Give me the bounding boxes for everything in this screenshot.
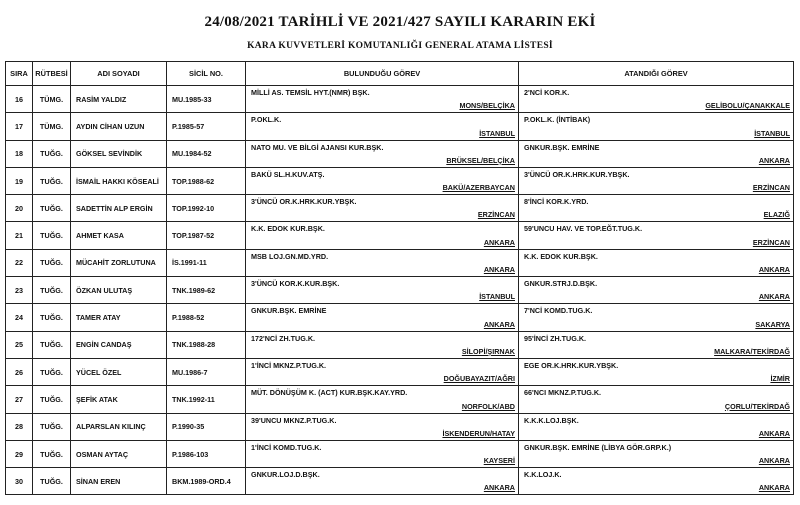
- row-name: ALPARSLAN KILINÇ: [71, 413, 167, 440]
- assigned-duty-title: K.K. EDOK KUR.BŞK.: [524, 251, 598, 261]
- current-duty-location: NORFOLK/ABD: [461, 401, 515, 411]
- row-name: MÜCAHİT ZORLUTUNA: [71, 249, 167, 276]
- row-number: 25: [6, 331, 33, 358]
- table-row: [6, 358, 794, 385]
- table-row: [6, 113, 794, 140]
- row-assigned-duty: [519, 195, 794, 222]
- row-name: AYDIN CİHAN UZUN: [71, 113, 167, 140]
- table-row: [6, 86, 794, 113]
- header-sira: SIRA: [6, 62, 33, 86]
- current-duty-title: 1'İNCİ KOMD.TUG.K.: [251, 442, 322, 452]
- row-rank: TUĞG.: [33, 468, 71, 495]
- row-number: 21: [6, 222, 33, 249]
- row-assigned-duty: [519, 413, 794, 440]
- current-duty-title: 39'UNCU MKNZ.P.TUG.K.: [251, 415, 337, 425]
- row-number: 20: [6, 195, 33, 222]
- row-current-duty: [246, 468, 519, 495]
- row-name: GÖKSEL SEVİNDİK: [71, 140, 167, 167]
- current-duty-location: İSTANBUL: [479, 292, 515, 302]
- current-duty-location: ANKARA: [483, 237, 515, 247]
- table-row: [6, 468, 794, 495]
- row-assigned-duty: [519, 331, 794, 358]
- row-current-duty: [246, 167, 519, 194]
- assigned-duty-title: 95'İNCİ ZH.TUG.K.: [524, 333, 587, 343]
- row-registry-no: TOP.1988-62: [167, 167, 246, 194]
- row-registry-no: MU.1985-33: [167, 86, 246, 113]
- row-number: 27: [6, 386, 33, 413]
- current-duty-title: MÜT. DÖNÜŞÜM K. (ACT) KUR.BŞK.KAY.YRD.: [251, 388, 408, 398]
- row-registry-no: TNK.1989-62: [167, 277, 246, 304]
- header-rutbesi: RÜTBESİ: [33, 62, 71, 86]
- row-number: 19: [6, 167, 33, 194]
- row-assigned-duty: [519, 167, 794, 194]
- row-rank: TUĞG.: [33, 277, 71, 304]
- row-rank: TUĞG.: [33, 440, 71, 467]
- current-duty-location: BAKÜ/AZERBAYCAN: [442, 183, 515, 193]
- assigned-duty-title: 8'İNCİ KOR.K.YRD.: [524, 197, 589, 207]
- row-current-duty: [246, 113, 519, 140]
- assigned-duty-location: ANKARA: [758, 265, 790, 275]
- row-rank: TUĞG.: [33, 167, 71, 194]
- current-duty-title: MİLLİ AS. TEMSİL HYT.(NMR) BŞK.: [251, 88, 370, 97]
- row-current-duty: [246, 140, 519, 167]
- row-assigned-duty: [519, 86, 794, 113]
- row-current-duty: [246, 249, 519, 276]
- row-registry-no: P.1986-103: [167, 440, 246, 467]
- row-current-duty: [246, 358, 519, 385]
- row-assigned-duty: [519, 222, 794, 249]
- assigned-duty-title: GNKUR.STRJ.D.BŞK.: [524, 279, 598, 289]
- row-name: SADETTİN ALP ERGİN: [71, 195, 167, 222]
- row-name: YÜCEL ÖZEL: [71, 358, 167, 385]
- current-duty-location: İSTANBUL: [479, 128, 515, 138]
- assigned-duty-title: K.K.LOJ.K.: [524, 470, 562, 480]
- row-registry-no: TNK.1988-28: [167, 331, 246, 358]
- current-duty-title: K.K. EDOK KUR.BŞK.: [251, 224, 325, 234]
- table-row: [6, 304, 794, 331]
- assigned-duty-location: İSTANBUL: [754, 128, 790, 138]
- current-duty-title: NATO MU. VE BİLGİ AJANSI KUR.BŞK.: [251, 142, 384, 152]
- row-current-duty: [246, 304, 519, 331]
- row-name: ÖZKAN ULUTAŞ: [71, 277, 167, 304]
- table-row: [6, 167, 794, 194]
- row-current-duty: [246, 386, 519, 413]
- current-duty-location: ANKARA: [483, 319, 515, 329]
- row-current-duty: [246, 331, 519, 358]
- assigned-duty-location: ANKARA: [758, 483, 790, 493]
- row-number: 29: [6, 440, 33, 467]
- row-name: SİNAN EREN: [71, 468, 167, 495]
- assigned-duty-location: ERZİNCAN: [752, 183, 790, 193]
- row-number: 23: [6, 277, 33, 304]
- current-duty-location: ERZİNCAN: [477, 210, 515, 220]
- assigned-duty-location: ERZİNCAN: [752, 237, 790, 247]
- assigned-duty-location: ANKARA: [758, 456, 790, 466]
- row-registry-no: TOP.1987-52: [167, 222, 246, 249]
- table-row: [6, 386, 794, 413]
- row-current-duty: [246, 222, 519, 249]
- header-adi-soyadi: ADI SOYADI: [71, 62, 167, 86]
- row-registry-no: İS.1991-11: [167, 249, 246, 276]
- current-duty-location: DOĞUBAYAZIT/AĞRI: [443, 374, 515, 384]
- assignment-table: [5, 61, 794, 495]
- assigned-duty-location: ANKARA: [758, 155, 790, 165]
- current-duty-title: 3'ÜNCÜ OR.K.HRK.KUR.YBŞK.: [251, 197, 357, 207]
- table-header-row: [6, 62, 794, 86]
- row-registry-no: BKM.1989-ORD.4: [167, 468, 246, 495]
- current-duty-title: BAKÜ SL.H.KUV.ATŞ.: [251, 169, 325, 179]
- current-duty-location: SİLOPİ/ŞIRNAK: [461, 346, 515, 356]
- row-rank: TÜMG.: [33, 86, 71, 113]
- row-rank: TUĞG.: [33, 413, 71, 440]
- current-duty-location: ANKARA: [483, 483, 515, 493]
- table-row: [6, 249, 794, 276]
- row-assigned-duty: [519, 277, 794, 304]
- table-row: [6, 195, 794, 222]
- assigned-duty-title: K.K.K.LOJ.BŞK.: [524, 415, 579, 425]
- assigned-duty-title: GNKUR.BŞK. EMRİNE: [524, 142, 600, 152]
- document-subtitle: KARA KUVVETLERİ KOMUTANLIĞI GENERAL ATAMA LİSTESİ: [247, 41, 553, 51]
- document-title: 24/08/2021 TARİHLİ VE 2021/427 SAYILI KARARIN EKİ: [204, 14, 596, 30]
- assigned-duty-location: MALKARA/TEKİRDAĞ: [714, 346, 790, 356]
- assigned-duty-location: ÇORLU/TEKİRDAĞ: [724, 401, 790, 411]
- assigned-duty-location: ANKARA: [758, 428, 790, 438]
- current-duty-location: BRÜKSEL/BELÇİKA: [446, 155, 515, 165]
- row-number: 30: [6, 468, 33, 495]
- row-name: ŞEFİK ATAK: [71, 386, 167, 413]
- row-registry-no: P.1985-57: [167, 113, 246, 140]
- table-row: [6, 140, 794, 167]
- row-rank: TUĞG.: [33, 304, 71, 331]
- row-registry-no: P.1990-35: [167, 413, 246, 440]
- current-duty-title: GNKUR.BŞK. EMRİNE: [251, 306, 327, 316]
- row-number: 22: [6, 249, 33, 276]
- table-row: [6, 331, 794, 358]
- row-registry-no: TOP.1992-10: [167, 195, 246, 222]
- table-row: [6, 440, 794, 467]
- row-number: 28: [6, 413, 33, 440]
- row-assigned-duty: [519, 140, 794, 167]
- row-registry-no: MU.1986-7: [167, 358, 246, 385]
- current-duty-location: İSKENDERUN/HATAY: [442, 428, 515, 438]
- table-row: [6, 277, 794, 304]
- row-assigned-duty: [519, 249, 794, 276]
- row-number: 18: [6, 140, 33, 167]
- row-number: 26: [6, 358, 33, 385]
- current-duty-location: MONS/BELÇİKA: [459, 101, 515, 111]
- row-number: 17: [6, 113, 33, 140]
- row-name: OSMAN AYTAÇ: [71, 440, 167, 467]
- assigned-duty-location: İZMİR: [770, 374, 790, 384]
- assigned-duty-title: 59'UNCU HAV. VE TOP.EĞT.TUG.K.: [524, 224, 643, 234]
- header-bulundugu-gorev: BULUNDUĞU GÖREV: [246, 62, 519, 86]
- assigned-duty-title: 7'NCİ KOMD.TUG.K.: [524, 306, 593, 316]
- row-assigned-duty: [519, 358, 794, 385]
- current-duty-title: 1'İNCİ MKNZ.P.TUG.K.: [251, 360, 327, 370]
- current-duty-location: ANKARA: [483, 265, 515, 275]
- row-name: ENGİN CANDAŞ: [71, 331, 167, 358]
- assigned-duty-title: EGE OR.K.HRK.KUR.YBŞK.: [524, 360, 619, 370]
- assigned-duty-title: 2'NCİ KOR.K.: [524, 88, 570, 97]
- table-row: [6, 413, 794, 440]
- header-sicil-no: SİCİL NO.: [167, 62, 246, 86]
- row-assigned-duty: [519, 113, 794, 140]
- current-duty-title: GNKUR.LOJ.D.BŞK.: [251, 470, 320, 480]
- current-duty-title: 3'ÜNCÜ KOR.K.KUR.BŞK.: [251, 279, 340, 289]
- current-duty-title: 172'NCİ ZH.TUG.K.: [251, 333, 316, 343]
- assigned-duty-location: ANKARA: [758, 292, 790, 302]
- table-row: [6, 222, 794, 249]
- row-current-duty: [246, 440, 519, 467]
- assigned-duty-title: GNKUR.BŞK. EMRİNE (LİBYA GÖR.GRP.K.): [524, 442, 672, 452]
- row-current-duty: [246, 277, 519, 304]
- current-duty-title: MSB LOJ.GN.MD.YRD.: [251, 251, 329, 261]
- current-duty-location: KAYSERİ: [483, 456, 515, 466]
- assigned-duty-title: 3'ÜNCÜ OR.K.HRK.KUR.YBŞK.: [524, 169, 630, 179]
- row-name: AHMET KASA: [71, 222, 167, 249]
- row-assigned-duty: [519, 468, 794, 495]
- row-current-duty: [246, 195, 519, 222]
- row-name: RASİM YALDIZ: [71, 86, 167, 113]
- row-rank: TUĞG.: [33, 331, 71, 358]
- row-assigned-duty: [519, 386, 794, 413]
- assigned-duty-location: ELAZIĞ: [763, 210, 790, 220]
- row-rank: TUĞG.: [33, 195, 71, 222]
- row-current-duty: [246, 86, 519, 113]
- current-duty-title: P.OKL.K.: [251, 115, 282, 125]
- assigned-duty-title: P.OKL.K. (İNTİBAK): [524, 115, 591, 125]
- assigned-duty-location: GELİBOLU/ÇANAKKALE: [705, 101, 790, 111]
- row-assigned-duty: [519, 440, 794, 467]
- row-assigned-duty: [519, 304, 794, 331]
- row-registry-no: TNK.1992-11: [167, 386, 246, 413]
- row-rank: TUĞG.: [33, 249, 71, 276]
- assigned-duty-location: SAKARYA: [755, 319, 790, 329]
- row-current-duty: [246, 413, 519, 440]
- row-rank: TUĞG.: [33, 222, 71, 249]
- row-registry-no: MU.1984-52: [167, 140, 246, 167]
- row-name: TAMER ATAY: [71, 304, 167, 331]
- row-number: 16: [6, 86, 33, 113]
- row-rank: TÜMG.: [33, 113, 71, 140]
- row-registry-no: P.1988-52: [167, 304, 246, 331]
- row-rank: TUĞG.: [33, 358, 71, 385]
- assigned-duty-title: 66'NCI MKNZ.P.TUG.K.: [524, 388, 602, 398]
- row-rank: TUĞG.: [33, 140, 71, 167]
- row-rank: TUĞG.: [33, 386, 71, 413]
- row-name: İSMAİL HAKKI KÖSEALİ: [71, 167, 167, 194]
- header-atandigi-gorev: ATANDIĞI GÖREV: [519, 62, 794, 86]
- row-number: 24: [6, 304, 33, 331]
